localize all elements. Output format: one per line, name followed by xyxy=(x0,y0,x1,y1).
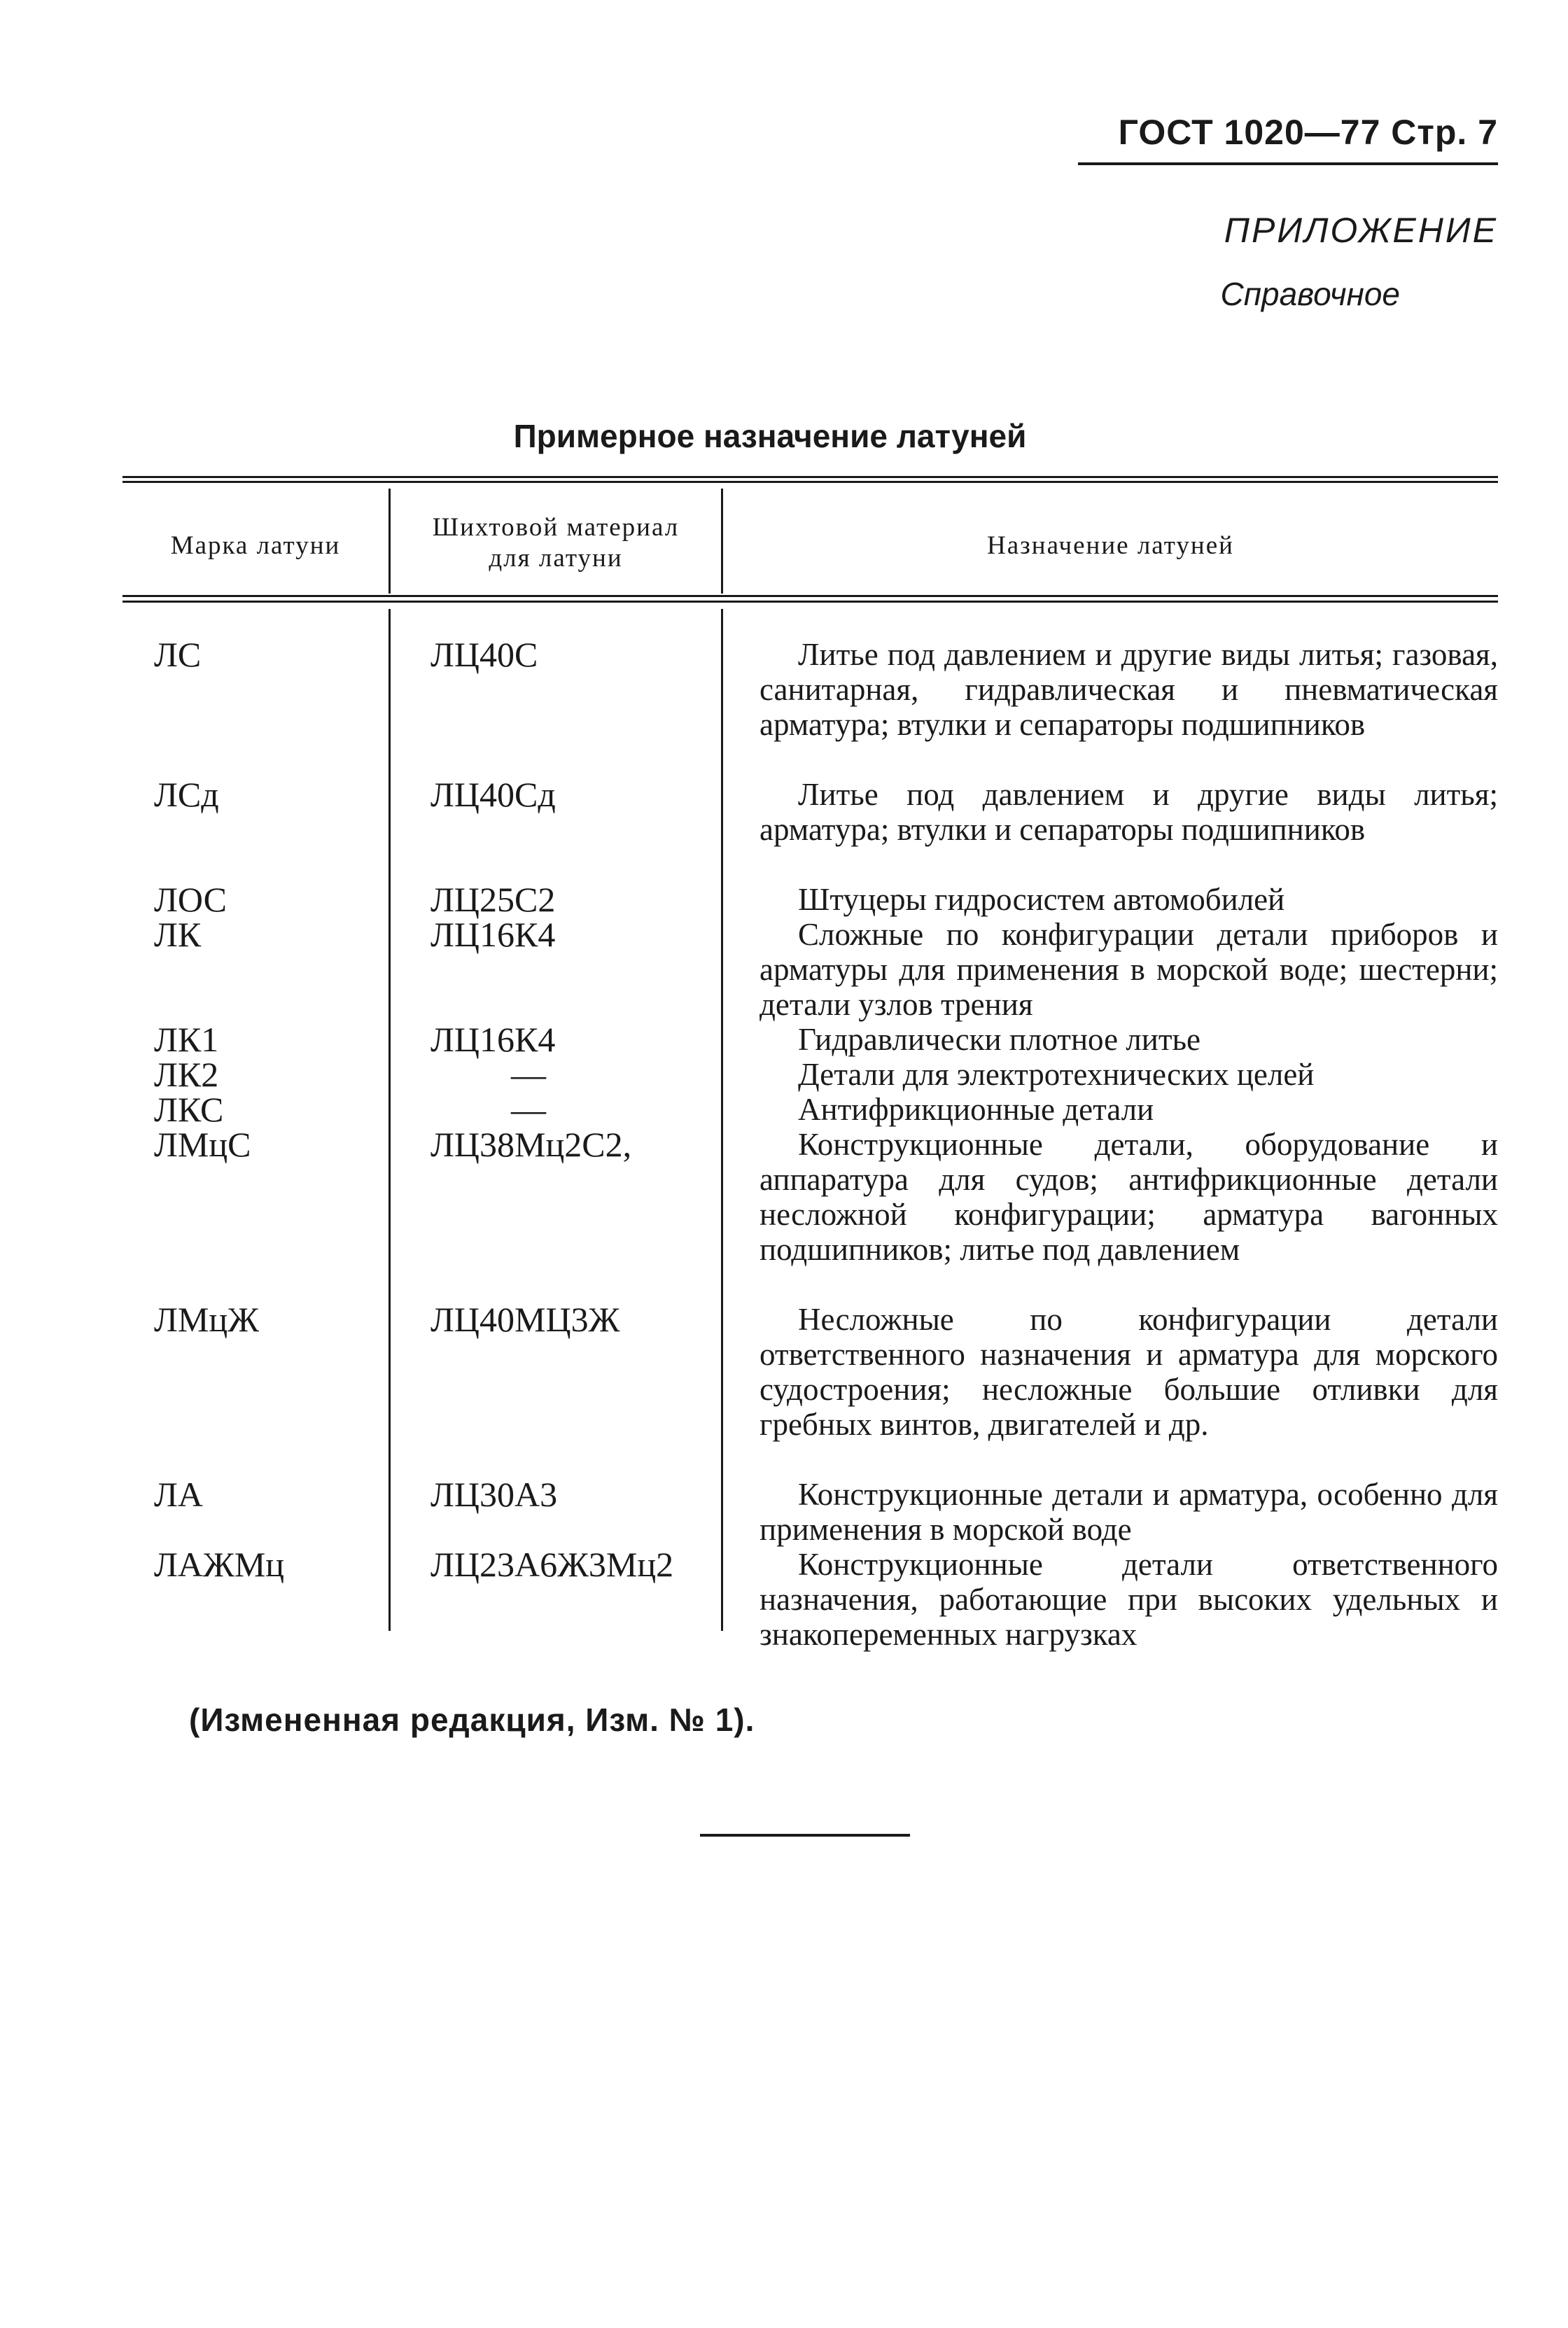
purpose-cell: Литье под давлением и другие виды литья; газовая, санитарная, гидравлическая и пневматическая арматура; втулки и сепараторы подшипников xyxy=(760,637,1498,742)
charge-cell: ЛЦ40МЦ3Ж xyxy=(430,1300,620,1339)
column-header-charge xyxy=(391,512,721,574)
purpose-cell: Несложные по конфигурации детали ответственного назначения и арматура для морского судостроения; несложные большие отливки для гребных винтов, двигателей и др. xyxy=(760,1302,1498,1442)
grade-cell: ЛА xyxy=(154,1475,204,1514)
charge-cell: ЛЦ16К4 xyxy=(430,1020,556,1059)
grade-cell: ЛМцЖ xyxy=(154,1300,259,1339)
charge-cell: ЛЦ38Мц2С2, xyxy=(430,1125,632,1164)
grade-cell: ЛС xyxy=(154,635,202,674)
grade-cell: ЛСд xyxy=(154,775,219,814)
body-divider-1 xyxy=(388,609,391,1631)
grade-cell: ЛК1 xyxy=(154,1020,219,1059)
charge-cell: ЛЦ30А3 xyxy=(430,1475,558,1514)
grade-cell: ЛК2 xyxy=(154,1055,219,1094)
charge-cell: — xyxy=(511,1055,546,1094)
appendix-subtitle: Справочное xyxy=(1220,276,1400,312)
table-top-rule xyxy=(122,476,1498,478)
charge-cell: ЛЦ25С2 xyxy=(430,880,556,919)
grade-cell: ЛМцС xyxy=(154,1125,251,1164)
table-title: Примерное назначение латуней xyxy=(513,418,1027,454)
grade-cell: ЛК xyxy=(154,915,202,954)
purpose-cell: Детали для электротехнических целей xyxy=(798,1057,1315,1092)
header-rule xyxy=(1078,162,1498,165)
column-header-purpose: Назначение латуней xyxy=(987,531,1234,560)
purpose-cell: Гидравлически плотное литье xyxy=(798,1022,1201,1057)
header-bottom-rule xyxy=(122,595,1498,597)
column-header-charge-line2: для латуни xyxy=(489,544,623,573)
charge-cell: ЛЦ40Сд xyxy=(430,775,556,814)
grade-cell: ЛКС xyxy=(154,1090,224,1129)
page-header: ГОСТ 1020—77 Стр. 7 xyxy=(1118,113,1498,152)
charge-cell: — xyxy=(511,1090,546,1129)
charge-cell: ЛЦ23А6Ж3Мц2 xyxy=(430,1545,674,1584)
charge-cell: ЛЦ40С xyxy=(430,635,538,674)
purpose-cell: Сложные по конфигурации детали приборов и арматуры для применения в морской воде; шестерни; детали узлов трения xyxy=(760,917,1498,1022)
end-rule xyxy=(700,1834,910,1837)
column-header-charge-line1: Шихтовой материал xyxy=(432,513,680,542)
charge-cell: ЛЦ16К4 xyxy=(430,915,556,954)
purpose-cell: Антифрикционные детали xyxy=(798,1092,1154,1127)
table-top-rule-2 xyxy=(122,481,1498,483)
header-bottom-rule-2 xyxy=(122,601,1498,603)
purpose-cell: Литье под давлением и другие виды литья; арматура; втулки и сепараторы подшипников xyxy=(760,777,1498,847)
column-header-grade: Марка латуни xyxy=(170,531,341,560)
grade-cell: ЛОС xyxy=(154,880,227,919)
purpose-cell: Штуцеры гидросистем автомобилей xyxy=(798,882,1285,917)
grade-cell: ЛАЖМц xyxy=(154,1545,285,1584)
appendix-title: ПРИЛОЖЕНИЕ xyxy=(1224,211,1498,250)
brass-purpose-table xyxy=(122,476,1498,1666)
purpose-cell: Конструкционные детали, оборудование и аппаратура для судов; антифрикционные детали несложной конфигурации; арматура вагонных подшипников; литье под давлением xyxy=(760,1127,1498,1267)
amendment-note: (Измененная редакция, Изм. № 1). xyxy=(189,1702,755,1738)
purpose-cell: Конструкционные детали ответственного назначения, работающие при высоких удельных и знакопеременных нагрузках xyxy=(760,1547,1498,1652)
purpose-cell: Конструкционные детали и арматура, особенно для применения в морской воде xyxy=(760,1477,1498,1547)
